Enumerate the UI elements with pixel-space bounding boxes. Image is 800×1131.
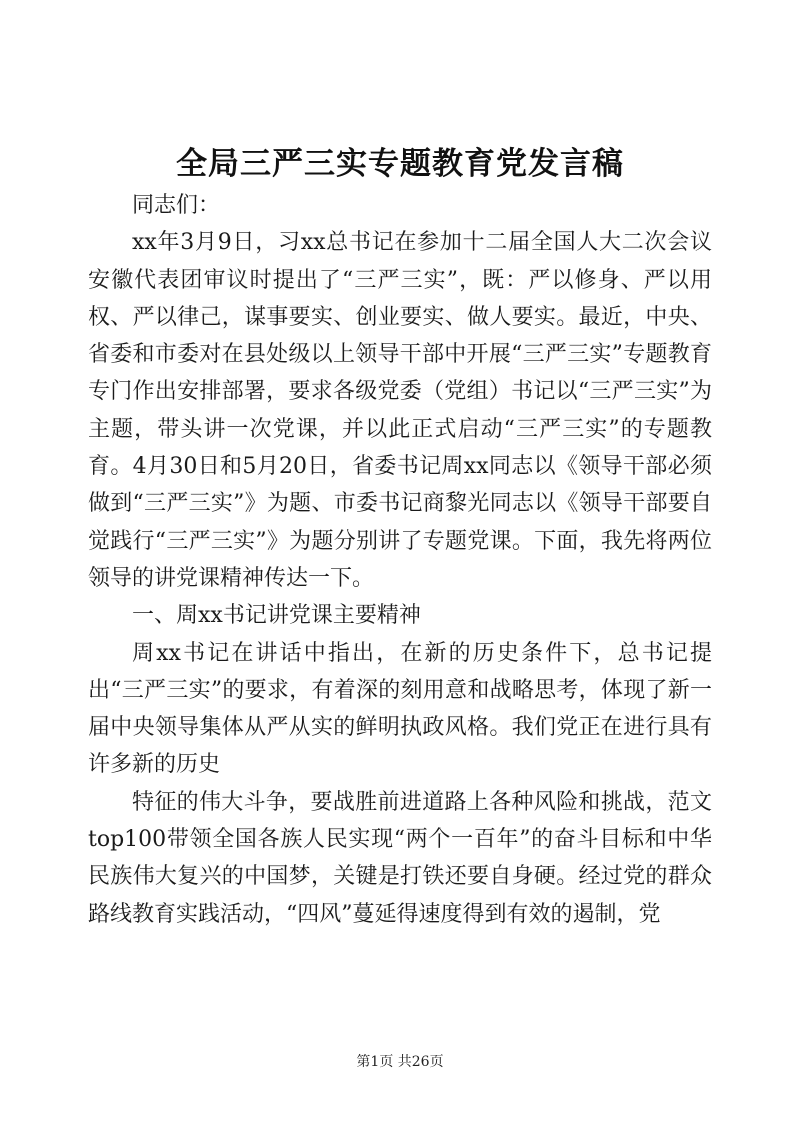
paragraph-section-2: 特征的伟大斗争，要战胜前进道路上各种风险和挑战，范文top100带领全国各族人民实现“两个一百年”的奋斗目标和中华民族伟大复兴的中国梦，关键是打铁还要自身硬。经过党的群众路线教育实践活动，“四风”蔓延得速度得到有效的遏制，党 [88, 789, 712, 927]
paragraph-section-1: 周xx书记在讲话中指出，在新的历史条件下，总书记提出“三严三实”的要求，有着深的刻用意和战略思考，体现了新一届中央领导集体从严从实的鲜明执政风格。我们党正在进行具有许多新的历史 [88, 640, 712, 778]
document-title: 全局三严三实专题教育党发言稿 [176, 146, 624, 182]
section-heading: 一、周xx书记讲党课主要精神 [132, 603, 421, 629]
document-body [88, 187, 712, 933]
page-number: 第1页 共26页 [356, 1054, 444, 1070]
paragraph-greeting: 同志们： [132, 193, 221, 218]
paragraph-intro: xx年3月9日，习xx总书记在参加十二届全国人大二次会议安徽代表团审议时提出了“三严三实”，既：严以修身、严以用权、严以律己，谋事要实、创业要实、做人要实。最近，中央、省委和市委对在县处级以上领导干部中开展“三严三实”专题教育专门作出安排部署，要求各级党委（党组）书记以“三严三实”为主题，带头讲一次党课，并以此正式启动“三严三实”的专题教育。4月30日和5月20日，省委书记周xx同志以《领导干部必须做到“三严三实”》为题、市委书记商黎光同志以《领导干部要自觉践行“三严三实”》为题分别讲了专题党课。下面，我先将两位领导的讲党课精神传达一下。 [88, 230, 712, 591]
